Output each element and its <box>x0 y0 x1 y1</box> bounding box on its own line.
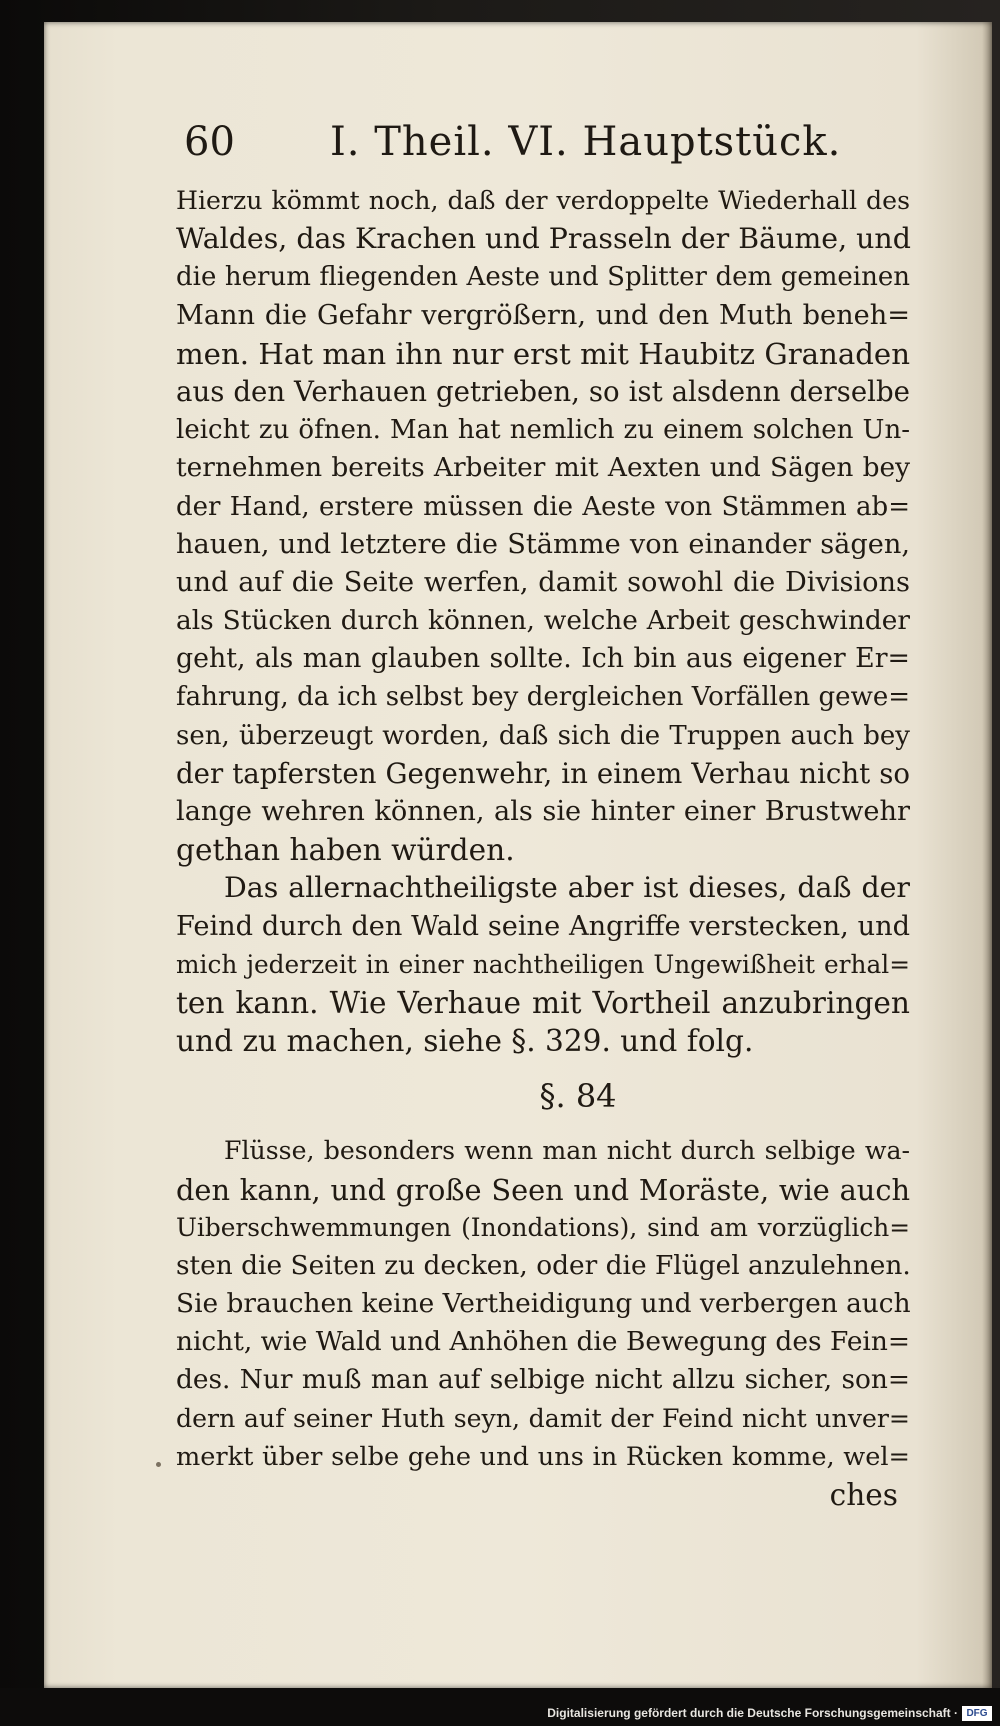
text-line: Waldes, das Krachen und Prasseln der Bäume, und <box>176 222 911 256</box>
catchword: ches <box>829 1478 898 1512</box>
text-line: die herum fliegenden Aeste und Splitter dem gemeinen <box>176 262 910 293</box>
text-line: Feind durch den Wald seine Angriffe verstecken, und <box>176 910 910 942</box>
text-line: und auf die Seite werfen, damit sowohl die Divisions <box>176 566 910 598</box>
paragraph-2 <box>176 869 910 1060</box>
text-line: Mann die Gefahr vergrößern, und den Muth beneh= <box>176 299 910 331</box>
text-line: hauen, und letztere die Stämme von einander sägen, <box>176 528 910 560</box>
text-line: den kann, und große Seen und Moräste, wie auch <box>176 1172 910 1207</box>
text-line: lange wehren können, als sie hinter einer Brustwehr <box>176 796 910 827</box>
text-line: sen, überzeugt worden, daß sich die Truppen auch bey <box>176 720 910 751</box>
text-line: nicht, wie Wald und Anhöhen die Bewegung des Fein= <box>176 1326 910 1358</box>
text-line: Das allernachtheiligste aber ist dieses, daß der <box>224 871 910 905</box>
text-line: und zu machen, siehe §. 329. und folg. <box>176 1024 754 1059</box>
page-header <box>140 112 910 176</box>
footer-bar <box>0 1688 1000 1726</box>
page-number: 60 <box>184 119 235 165</box>
paper-speck <box>156 1462 161 1467</box>
text-line: der Hand, erstere müssen die Aeste von Stämmen ab= <box>176 491 910 522</box>
text-line: mich jederzeit in einer nachtheiligen Ungewißheit erhal= <box>176 949 910 979</box>
text-line: dern auf seiner Huth seyn, damit der Feind nicht unver= <box>176 1403 910 1433</box>
paragraph-1 <box>176 182 910 869</box>
text-line: Sie brauchen keine Vertheidigung und verbergen auch <box>176 1288 911 1320</box>
text-line: Hierzu kömmt noch, daß der verdoppelte Wiederhall des <box>176 186 910 215</box>
body-text <box>176 182 910 1514</box>
paragraph-3 <box>176 1132 910 1476</box>
text-line: geht, als man glauben sollte. Ich bin aus eigener Er= <box>176 643 910 675</box>
funding-credit: Digitalisierung gefördert durch die Deutsche Forschungsgemeinschaft · <box>547 1706 958 1720</box>
text-line: Flüsse, besonders wenn man nicht durch selbige wa- <box>224 1136 910 1166</box>
text-line: ten kann. Wie Verhaue mit Vortheil anzubringen <box>176 985 910 1020</box>
text-line: ternehmen bereits Arbeiter mit Aexten und Sägen bey <box>176 452 910 484</box>
text-line: als Stücken durch können, welche Arbeit geschwinder <box>176 605 910 637</box>
running-title: I. Theil. VI. Hauptstück. <box>330 119 842 165</box>
text-line: gethan haben würden. <box>176 833 515 868</box>
text-line: sten die Seiten zu decken, oder die Flügel anzulehnen. <box>176 1249 911 1281</box>
text-line: aus den Verhauen getrieben, so ist alsdenn derselbe <box>176 374 910 408</box>
page-edge-shadow <box>982 22 992 1688</box>
text-line: der tapfersten Gegenwehr, in einem Verhau nicht so <box>176 756 910 790</box>
section-heading: §. 84 <box>539 1077 617 1116</box>
text-line: men. Hat man ihn nur erst mit Haubitz Granaden <box>176 336 910 371</box>
text-line: leicht zu öfnen. Man hat nemlich zu einem solchen Un- <box>176 415 910 446</box>
text-line: merkt über selbe gehe und uns in Rücken komme, wel= <box>176 1441 910 1472</box>
text-line: des. Nur muß man auf selbige nicht allzu sicher, son= <box>176 1364 910 1396</box>
text-line: Uiberschwemmungen (Inondations), sind am vorzüglich= <box>176 1212 910 1242</box>
dfg-logo: DFG <box>962 1706 992 1721</box>
text-line: fahrung, da ich selbst bey dergleichen Vorfällen gewe= <box>176 682 910 713</box>
